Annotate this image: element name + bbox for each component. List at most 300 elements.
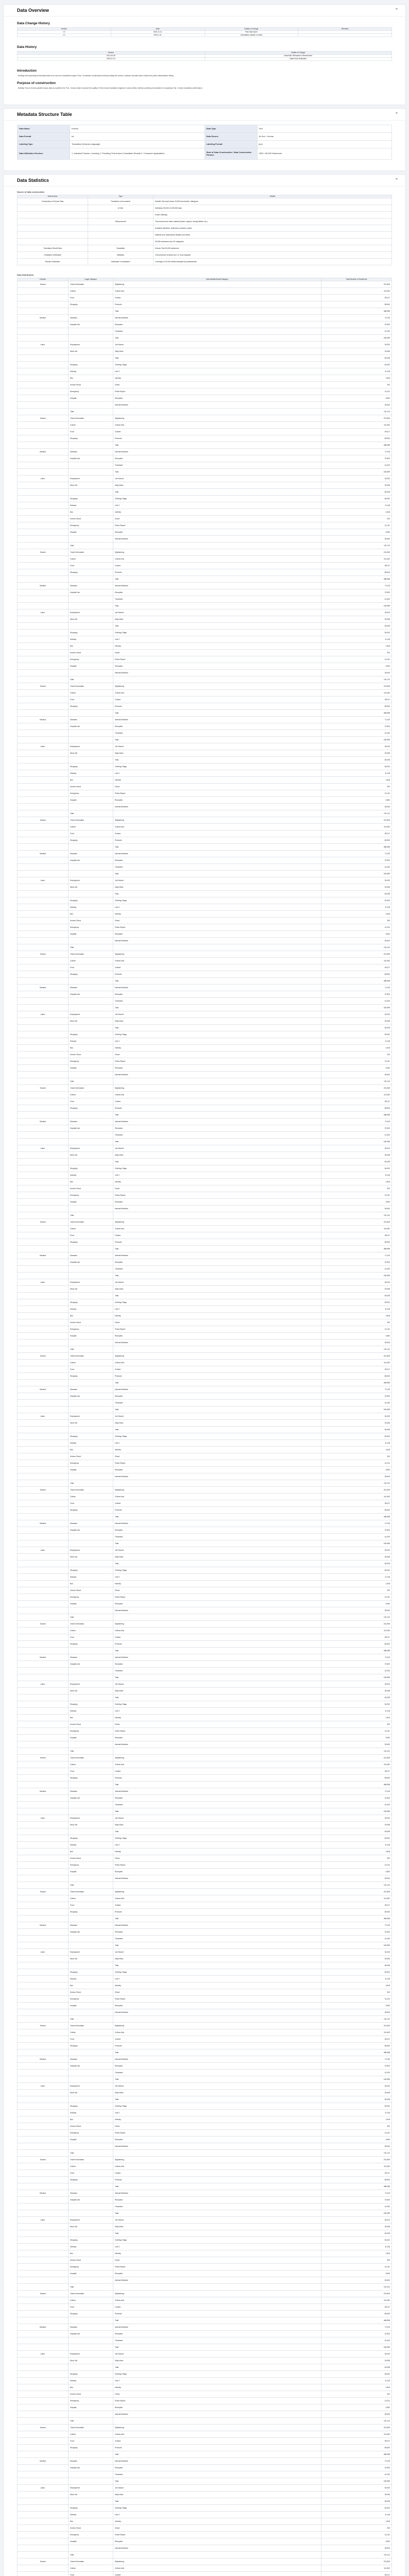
table-cell <box>69 603 113 609</box>
metadata-header[interactable] <box>4 109 405 121</box>
table-cell: 110,452 <box>321 1226 392 1232</box>
table-cell <box>18 1393 69 1400</box>
table-cell: Shopping <box>69 2371 113 2378</box>
table-cell: Reception <box>113 455 321 462</box>
table-cell: Shopping <box>69 1835 113 1842</box>
table-cell <box>18 1768 69 1775</box>
table-row <box>18 509 392 516</box>
statistics-card <box>3 174 406 2576</box>
table-row <box>18 2116 392 2123</box>
table-cell: 54,002 <box>321 2505 392 2512</box>
table-row <box>18 911 392 918</box>
table-row <box>18 817 392 824</box>
table-cell <box>18 1641 69 1648</box>
table-row <box>18 1916 392 1922</box>
table-cell <box>69 2070 113 2076</box>
table-row <box>18 589 392 596</box>
table-cell: Employment <box>69 1279 113 1286</box>
table-cell: Reception <box>113 1527 321 1534</box>
table-cell: 110,452 <box>321 1092 392 1098</box>
table-cell: Culture <box>69 2431 113 2438</box>
table-row <box>18 1018 392 1025</box>
table-cell: Treatment <box>113 2337 321 2344</box>
table-cell: Daily Work <box>113 2358 321 2364</box>
table-cell: Sightseeing <box>113 281 321 288</box>
table-row <box>18 1842 392 1849</box>
table-cell: Shopping <box>69 1433 113 1440</box>
table-cell: 54,002 <box>321 1031 392 1038</box>
table-cell: Reception <box>113 2197 321 2204</box>
table-cell: Total <box>113 2049 321 2056</box>
table-cell: 54,002 <box>321 1969 392 1976</box>
table-row <box>18 1118 392 1125</box>
table-cell: Reception <box>113 1333 321 1340</box>
table-cell <box>18 576 69 583</box>
table-row <box>18 924 392 931</box>
table-cell: 29,008 <box>321 348 392 355</box>
table-row <box>18 1306 392 1313</box>
table-cell: Shopping <box>69 1031 113 1038</box>
table-cell <box>69 2183 113 2190</box>
table-cell: Sightseeing <box>113 549 321 556</box>
table-cell: Treatment <box>113 730 321 737</box>
metadata-table <box>17 125 392 160</box>
table-row <box>18 133 392 141</box>
table-cell: 486,958 <box>321 2183 392 2190</box>
table-cell: Total <box>113 1694 321 1701</box>
table-row <box>18 1011 392 1018</box>
table-cell <box>18 2270 69 2277</box>
table-cell: Diseases <box>69 2056 113 2063</box>
table-cell: Diseases <box>69 2190 113 2197</box>
table-row <box>18 1440 392 1447</box>
table-cell: Total <box>113 1406 321 1413</box>
table-cell: Bus <box>69 1849 113 1855</box>
table-cell: Travel Information <box>69 2425 113 2431</box>
table-cell: Police Report <box>113 1058 321 1065</box>
table-cell: 28,400 <box>321 1340 392 1346</box>
table-cell: Labor <box>18 1011 69 1018</box>
table-cell <box>18 1735 69 1741</box>
table-row <box>18 1085 392 1092</box>
table-row <box>18 623 392 630</box>
table-row <box>18 831 392 837</box>
table-row <box>18 2371 392 2378</box>
table-cell <box>18 2170 69 2177</box>
table-cell: Sightseeing <box>113 1889 321 1895</box>
table-row <box>18 1614 392 1621</box>
table-row <box>18 388 392 395</box>
table-cell: 29,008 <box>321 616 392 623</box>
table-cell: 37,820 <box>321 1259 392 1266</box>
table-cell: 13,131 <box>321 1728 392 1735</box>
table-cell: Employment <box>69 743 113 750</box>
table-cell: Work Life <box>69 2358 113 2364</box>
statistics-header[interactable] <box>4 175 405 187</box>
table-cell: Reception <box>113 529 321 536</box>
table-cell <box>18 1232 69 1239</box>
table-cell: Korean Ghost <box>69 516 113 522</box>
chevron-up-icon[interactable]: ⌃ <box>395 112 399 116</box>
table-row <box>18 1949 392 1956</box>
table-cell: Labor <box>18 2217 69 2224</box>
table-row <box>18 630 392 636</box>
table-row <box>18 2291 392 2297</box>
table-cell: 221,849 <box>321 281 392 288</box>
table-cell: Job Search <box>113 342 321 348</box>
table-cell: Police Report <box>113 2130 321 2137</box>
table-row <box>18 1152 392 1159</box>
table-cell: Line 2 <box>113 770 321 777</box>
table-cell <box>18 1373 69 1380</box>
table-cell: 131,112 <box>321 1346 392 1353</box>
table-cell: Coverage of 10,000 verified samples by professionals <box>154 259 392 265</box>
table-row <box>18 2565 392 2572</box>
table-cell <box>18 884 69 891</box>
table-cell: Ghost <box>113 1052 321 1058</box>
table-cell: Employment <box>69 2217 113 2224</box>
table-cell: 41,020 <box>321 1802 392 1808</box>
table-cell: Total <box>113 710 321 717</box>
table-cell: Labor <box>18 2351 69 2358</box>
table-cell: 29,008 <box>321 1152 392 1159</box>
table-cell <box>18 2391 69 2398</box>
table-cell: Total <box>69 543 113 549</box>
table-cell <box>88 232 154 239</box>
table-cell <box>18 1855 69 1862</box>
table-cell: AI Hub <box>88 205 154 212</box>
table-cell <box>18 2418 69 2425</box>
table-cell: 1,818 <box>321 1581 392 1587</box>
table-row <box>18 2137 392 2143</box>
table-cell: Shopping <box>69 435 113 442</box>
table-cell: Internal Medicine <box>113 536 321 543</box>
table-row <box>18 918 392 924</box>
table-cell <box>69 1962 113 1969</box>
table-cell <box>18 1105 69 1112</box>
table-cell <box>69 442 113 449</box>
table-row <box>18 1045 392 1052</box>
table-cell: Job Search <box>113 1949 321 1956</box>
table-cell <box>18 2411 69 2418</box>
table-cell <box>69 1936 113 1942</box>
table-cell: 150,959 <box>321 603 392 609</box>
table-cell: Hospital <box>69 2538 113 2545</box>
table-cell: 63,028 <box>321 1962 392 1969</box>
table-row <box>18 703 392 710</box>
table-row <box>18 656 392 663</box>
table-row <box>18 1125 392 1132</box>
table-cell: 37,820 <box>321 1527 392 1534</box>
table-cell: Reception <box>113 2465 321 2471</box>
table-row <box>18 964 392 971</box>
data-overview-header[interactable] <box>4 5 405 16</box>
table-cell: Employment <box>69 1949 113 1956</box>
table-cell: Internal Medicine <box>113 1607 321 1614</box>
table-row <box>18 737 392 743</box>
table-cell: 41,020 <box>321 1400 392 1406</box>
table-cell: Culture-Arts <box>113 288 321 295</box>
table-cell: 34,020 <box>321 1681 392 1688</box>
table-row <box>18 2029 392 2036</box>
table-row <box>18 1862 392 1869</box>
table-row <box>18 2170 392 2177</box>
table-cell: 65,540 <box>321 1373 392 1380</box>
table-cell <box>113 1078 321 1085</box>
table-cell <box>18 328 69 335</box>
table-cell: Ghost <box>113 516 321 522</box>
table-cell: 41,020 <box>321 864 392 871</box>
table-cell: Subway <box>69 502 113 509</box>
table-cell <box>18 697 69 703</box>
table-cell <box>69 2337 113 2344</box>
table-row <box>18 2056 392 2063</box>
table-row <box>18 2438 392 2445</box>
table-cell: Hospital Use <box>69 1393 113 1400</box>
table-row <box>18 2364 392 2371</box>
table-cell <box>18 2384 69 2391</box>
table-cell: Diseases <box>69 985 113 991</box>
table-cell: 1,818 <box>321 1313 392 1319</box>
table-cell: 30,000 sentences from 20 categories <box>154 239 392 245</box>
table-cell <box>18 2009 69 2016</box>
table-cell <box>69 1802 113 1808</box>
table-cell: 72,119 <box>321 583 392 589</box>
table-cell: Sightseeing <box>113 2558 321 2565</box>
table-cell: Self-produced <box>88 218 154 225</box>
table-cell <box>69 998 113 1005</box>
table-cell: Ghost <box>113 1587 321 1594</box>
table-cell <box>18 1574 69 1581</box>
table-cell <box>69 462 113 469</box>
table-cell <box>18 2445 69 2451</box>
table-cell: 37,820 <box>321 2063 392 2070</box>
table-cell: Cuisine <box>113 295 321 301</box>
table-row <box>18 1065 392 1072</box>
table-cell: Work Life <box>69 2224 113 2230</box>
table-cell: 29,008 <box>321 1286 392 1293</box>
table-row <box>18 1648 392 1654</box>
table-row <box>18 2177 392 2183</box>
table-cell: Work Life <box>69 1018 113 1025</box>
table-cell <box>18 1895 69 1902</box>
table-row <box>18 790 392 797</box>
table-cell: Clothing / Bags <box>113 1567 321 1574</box>
table-cell: Line 2 <box>113 502 321 509</box>
table-cell: Shopping <box>69 1909 113 1916</box>
table-cell <box>18 2123 69 2130</box>
table-cell: 221,849 <box>321 2023 392 2029</box>
table-row <box>18 2485 392 2492</box>
table-cell: Ghost <box>113 918 321 924</box>
table-cell <box>18 388 69 395</box>
table-row <box>18 1507 392 1514</box>
table-cell <box>18 2498 69 2505</box>
table-row <box>18 2190 392 2197</box>
table-cell: Culture-Arts <box>113 1360 321 1366</box>
table-cell <box>18 2364 69 2371</box>
table-row <box>18 2538 392 2545</box>
table-cell: 221,849 <box>321 1755 392 1761</box>
table-cell: 72,119 <box>321 315 392 321</box>
table-row <box>18 1226 392 1232</box>
table-cell <box>18 998 69 1005</box>
table-row <box>18 1989 392 1996</box>
table-cell <box>18 1962 69 1969</box>
table-cell <box>18 232 88 239</box>
table-cell: Hospital <box>69 931 113 938</box>
table-cell <box>18 918 69 924</box>
table-cell <box>69 2009 113 2016</box>
table-cell: Travel Information <box>69 1487 113 1494</box>
table-cell: Total <box>113 335 321 342</box>
table-cell <box>113 1212 321 1219</box>
table-cell: 41,020 <box>321 2337 392 2344</box>
table-cell: Work Life <box>69 1688 113 1694</box>
table-cell <box>18 1172 69 1179</box>
table-cell: 200 <box>321 1989 392 1996</box>
table-cell <box>18 2565 69 2572</box>
table-cell: 486,958 <box>321 1380 392 1386</box>
table-cell <box>18 1480 69 1487</box>
table-cell <box>18 623 69 630</box>
table-row <box>18 1982 392 1989</box>
table-row <box>18 730 392 737</box>
table-cell: Verification of translation <box>88 259 154 265</box>
table-row <box>18 2277 392 2284</box>
table-cell <box>18 1882 69 1889</box>
table-cell: 13,131 <box>321 2532 392 2538</box>
table-cell: Internal Medicine <box>113 1206 321 1212</box>
metadata-card <box>3 108 406 171</box>
table-cell: Medical <box>18 851 69 857</box>
table-cell: 11,118 <box>321 2110 392 2116</box>
table-cell: Intercity <box>113 643 321 650</box>
table-cell <box>18 569 69 576</box>
table-row <box>18 596 392 603</box>
table-cell <box>18 710 69 717</box>
table-row <box>18 1761 392 1768</box>
table-cell: Travel Information <box>69 2023 113 2029</box>
table-cell: 486,958 <box>321 978 392 985</box>
table-cell: 221,849 <box>321 2157 392 2163</box>
table-cell <box>18 1346 69 1353</box>
table-cell: Medical <box>18 2458 69 2465</box>
table-cell: Travel Information <box>69 683 113 690</box>
table-cell <box>69 1273 113 1279</box>
table-cell: Labor <box>18 1681 69 1688</box>
table-row <box>18 1902 392 1909</box>
table-cell: 3,500 <box>321 797 392 804</box>
table-cell: Daily Work <box>113 884 321 891</box>
table-cell <box>18 797 69 804</box>
table-cell: 37,820 <box>321 991 392 998</box>
table-cell <box>18 703 69 710</box>
table-cell <box>18 1634 69 1641</box>
table-row <box>18 1895 392 1902</box>
table-row <box>18 1319 392 1326</box>
table-cell: Job Search <box>113 1279 321 1286</box>
table-header: Details <box>154 195 392 198</box>
table-row <box>18 1594 392 1601</box>
table-cell: Products <box>113 1373 321 1380</box>
statistics-body <box>4 187 405 2576</box>
table-row <box>18 1105 392 1112</box>
chevron-up-icon[interactable]: ⌃ <box>395 8 399 12</box>
table-cell: Food <box>69 2304 113 2311</box>
table-cell <box>69 2545 113 2552</box>
table-cell: Shopping <box>69 1969 113 1976</box>
table-row <box>18 764 392 770</box>
table-cell: 28,400 <box>321 402 392 409</box>
table-cell <box>69 1668 113 1674</box>
table-cell: Food <box>69 2170 113 2177</box>
table-cell <box>113 1614 321 1621</box>
table-cell: 54,002 <box>321 2237 392 2244</box>
table-cell: Diseases <box>69 1654 113 1661</box>
table-row <box>18 1031 392 1038</box>
table-cell: Products <box>113 301 321 308</box>
table-cell <box>18 2264 69 2270</box>
table-cell <box>18 1447 69 1453</box>
chevron-up-icon[interactable]: ⌃ <box>395 178 399 182</box>
table-cell: Daily Work <box>113 1554 321 1561</box>
table-row <box>18 516 392 522</box>
table-row <box>18 1206 392 1212</box>
table-row <box>18 375 392 382</box>
table-cell: Hospital Use <box>69 723 113 730</box>
metadata-value: AI Hub - Korean <box>257 133 392 141</box>
table-row <box>18 1293 392 1299</box>
table-cell: Hospital <box>69 2270 113 2277</box>
table-cell: Korean Ghost <box>69 1453 113 1460</box>
table-cell: Total <box>113 2317 321 2324</box>
table-cell: 54,002 <box>321 1567 392 1574</box>
table-row <box>18 288 392 295</box>
table-cell: Intercity <box>113 1179 321 1185</box>
table-cell: Reception <box>113 2270 321 2277</box>
table-row <box>18 777 392 784</box>
table-cell <box>69 891 113 897</box>
table-cell: 37,820 <box>321 455 392 462</box>
table-cell: Subway <box>69 2110 113 2116</box>
table-cell <box>18 1795 69 1802</box>
table-cell: Internal Medicine <box>113 402 321 409</box>
table-row <box>18 2411 392 2418</box>
table-row <box>18 1460 392 1467</box>
table-cell: 29,008 <box>321 482 392 489</box>
table-cell <box>18 737 69 743</box>
table-cell: 54,002 <box>321 362 392 368</box>
table-cell: Internal Medicine <box>113 1252 321 1259</box>
metadata-key: Labeling Format <box>204 141 257 148</box>
metadata-key: Data Source <box>204 133 257 141</box>
table-cell: Police Report <box>113 1728 321 1735</box>
table-cell <box>18 1313 69 1319</box>
table-cell: Korean Ghost <box>69 2257 113 2264</box>
table-cell: Subway <box>69 770 113 777</box>
table-cell: Cuisine <box>113 2170 321 2177</box>
table-cell <box>18 1808 69 1815</box>
table-cell: 1,818 <box>321 509 392 516</box>
table-cell: 486,958 <box>321 1782 392 1788</box>
table-cell <box>18 1969 69 1976</box>
table-cell: Work Life <box>69 616 113 623</box>
table-cell: Bus <box>69 509 113 516</box>
table-cell: Daily Work <box>113 1286 321 1293</box>
table-cell <box>18 650 69 656</box>
table-cell <box>69 623 113 630</box>
